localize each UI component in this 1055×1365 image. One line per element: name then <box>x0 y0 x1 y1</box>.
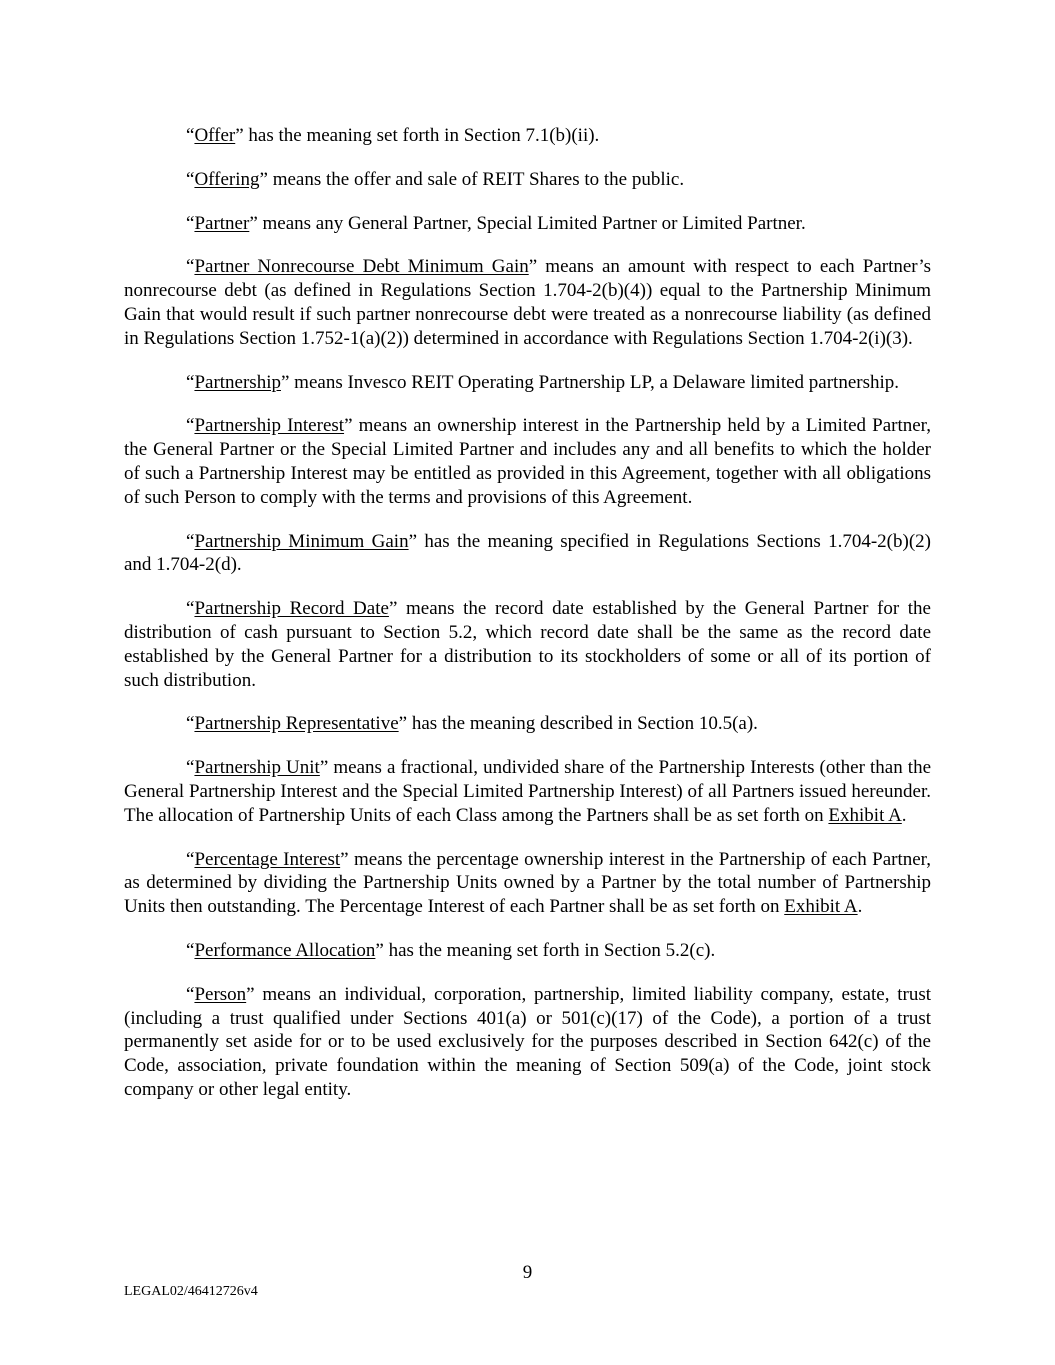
definition-tail: . <box>857 896 863 918</box>
definition-text: means an ownership interest in the Partnership held by a Limited Partner, the General Partner or the Special Limited Partner and includes any and all benefits to which the holder of such a Partnership Interest may be entitled as provided in this Agreement, together with all obligations of such Person to comply with the terms and provisions of this Agreement. <box>124 415 931 508</box>
definition-text: has the meaning set forth in Section 5.2(c). <box>383 939 716 961</box>
defined-term: Person <box>194 983 247 1005</box>
definition-partner-nonrecourse-debt-minimum-gain: “Partner Nonrecourse Debt Minimum Gain” means an amount with respect to each Partner’s nonrecourse debt (as defined in Regulations Section 1.704-2(b)(4)) equal to the Partnership Minimum Gain that would result if such partner nonrecourse debt were treated as a nonrecourse liability (as defined in Regulations Section 1.752-1(a)(2)) determined in accordance with Regulations Section 1.704-2(i)(3). <box>124 256 931 349</box>
definition-text: means any General Partner, Special Limited Partner or Limited Partner. <box>257 212 806 234</box>
definition-text: has the meaning described in Section 10.5(a). <box>407 713 758 735</box>
definition-text: means the percentage ownership interest in the Partnership of each Partner, as determined by dividing the Partnership Units owned by a Partner by the total number of Partnership Units then outstanding. The Percentage Interest of each Partner shall be as set forth on <box>124 848 931 918</box>
definition-partner: “Partner” means any General Partner, Special Limited Partner or Limited Partner. <box>186 212 806 234</box>
defined-term: Partnership Interest <box>194 415 345 437</box>
defined-term: Partnership <box>194 371 281 393</box>
definition-performance-allocation: “Performance Allocation” has the meaning set forth in Section 5.2(c). <box>186 939 716 961</box>
document-id: LEGAL02/46412726v4 <box>124 1284 258 1299</box>
definition-person: “Person” means an individual, corporation, partnership, limited liability company, estate, trust (including a trust qualified under Sections 401(a) or 501(c)(17) of the Code), a portion of a trust permanently set aside for or to be used exclusively for the purposes described in Section 642(c) of the Code, association, private foundation within the meaning of Section 509(a) of the Code, joint stock company or other legal entity. <box>124 983 931 1100</box>
definition-partnership-interest: “Partnership Interest” means an ownership interest in the Partnership held by a Limited Partner, the General Partner or the Special Limited Partner and includes any and all benefits to which the holder of such a Partnership Interest may be entitled as provided in this Agreement, together with all obligations of such Person to comply with the terms and provisions of this Agreement. <box>124 415 931 508</box>
definition-text: means a fractional, undivided share of the Partnership Interests (other than the General Partnership Interest and the Special Limited Partnership Interest) of all Partners issued hereunder. The allocation of Partnership Units of each Class among the Partners shall be as set forth on <box>124 757 932 826</box>
defined-term: Performance Allocation <box>194 939 376 961</box>
exhibit-reference: Exhibit A <box>784 896 858 918</box>
definition-text: means the record date established by the General Partner for the distribution of cash pursuant to Section 5.2, which record date shall be the same as the record date established by the General Partner for a distribution to its stockholders of some or all of its portion of such distribution. <box>124 598 931 691</box>
definition-text: has the meaning specified in Regulations Sections 1.704-2(b)(2) and 1.704-2(d). <box>124 530 931 576</box>
defined-term: Partnership Unit <box>194 757 320 779</box>
definition-text: means an amount with respect to each Partner’s nonrecourse debt (as defined in Regulations Section 1.704-2(b)(4)) equal to the Partnership Minimum Gain that would result if such partner nonrecourse debt were treated as a nonrecourse liability (as defined in Regulations Section 1.752-1(a)(2)) determined in accordance with Regulations Section 1.704-2(i)(3). <box>124 256 931 349</box>
page-number: 9 <box>522 1262 533 1283</box>
definitions-list <box>124 124 931 1122</box>
defined-term: Percentage Interest <box>194 848 341 870</box>
definition-tail: . <box>901 804 907 826</box>
definition-text: means Invesco REIT Operating Partnership LP, a Delaware limited partnership. <box>289 371 900 393</box>
definition-partnership-unit: “Partnership Unit” means a fractional, undivided share of the Partnership Interests (other than the General Partnership Interest and the Special Limited Partnership Interest) of all Partners issued hereunder. The allocation of Partnership Units of each Class among the Partners shall be as set forth on Exhibit A. <box>124 757 932 826</box>
defined-term: Partnership Record Date <box>194 598 389 620</box>
defined-term: Offering <box>194 168 260 190</box>
defined-term: Partner Nonrecourse Debt Minimum Gain <box>194 256 529 278</box>
defined-term: Partnership Representative <box>194 713 399 735</box>
definition-offering: “Offering” means the offer and sale of REIT Shares to the public. <box>186 168 685 190</box>
defined-term: Partnership Minimum Gain <box>194 530 409 552</box>
defined-term: Partner <box>194 212 250 234</box>
exhibit-reference: Exhibit A <box>828 804 902 826</box>
definition-text: means the offer and sale of REIT Shares to the public. <box>267 168 685 190</box>
definition-percentage-interest: “Percentage Interest” means the percentage ownership interest in the Partnership of each Partner, as determined by dividing the Partnership Units owned by a Partner by the total number of Partnership Units then outstanding. The Percentage Interest of each Partner shall be as set forth on Exhibit A. <box>124 848 931 918</box>
definition-partnership: “Partnership” means Invesco REIT Operating Partnership LP, a Delaware limited partnership. <box>186 371 900 393</box>
definition-text: means an individual, corporation, partnership, limited liability company, estate, trust (including a trust qualified under Sections 401(a) or 501(c)(17) of the Code), a portion of a trust permanently set aside for or to be used exclusively for the purposes described in Section 642(c) of the Code, association, private foundation within the meaning of Section 509(a) of the Code, joint stock company or other legal entity. <box>124 983 931 1100</box>
definition-partnership-representative: “Partnership Representative” has the meaning described in Section 10.5(a). <box>186 713 758 735</box>
definition-partnership-record-date: “Partnership Record Date” means the record date established by the General Partner for the distribution of cash pursuant to Section 5.2, which record date shall be the same as the record date established by the General Partner for a distribution to its stockholders of some or all of its portion of such distribution. <box>124 598 931 691</box>
definition-partnership-minimum-gain: “Partnership Minimum Gain” has the meaning specified in Regulations Sections 1.704-2(b)(2) and 1.704-2(d). <box>124 530 931 576</box>
definition-text: has the meaning set forth in Section 7.1(b)(ii). <box>243 125 600 146</box>
defined-term: Offer <box>194 125 236 146</box>
definition-offer: “Offer” has the meaning set forth in Section 7.1(b)(ii). <box>186 125 600 146</box>
